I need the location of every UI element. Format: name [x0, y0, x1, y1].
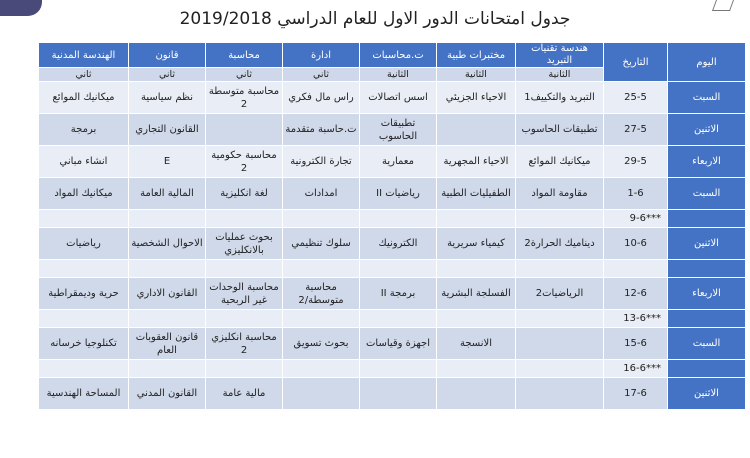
exam-subject-cell [129, 310, 206, 328]
day-cell: السبت [668, 178, 746, 210]
exam-subject-cell: اجهزة وقياسات [360, 328, 437, 360]
exam-subject-cell: بحوث عمليات بالانكليزي [206, 228, 283, 260]
exam-subject-cell [39, 310, 129, 328]
exam-subject-cell: سلوك تنظيمي [283, 228, 360, 260]
date-cell: 10-6 [604, 228, 668, 260]
exam-subject-cell [206, 114, 283, 146]
exam-subject-cell: القانون المدني [129, 378, 206, 410]
exam-subject-cell: اسس اتصالات [360, 82, 437, 114]
exam-subject-cell: ميكانيك الموائع [39, 82, 129, 114]
exam-subject-cell: محاسبة الوحدات غير الربحية [206, 278, 283, 310]
table-row [39, 114, 746, 146]
exam-subject-cell [283, 310, 360, 328]
exam-subject-cell: كيمياء سريرية [437, 228, 516, 260]
level-cell: الثانية [360, 68, 437, 82]
day-cell [668, 310, 746, 328]
day-cell: الاربعاء [668, 146, 746, 178]
day-cell: الاثنين [668, 228, 746, 260]
column-header-civil-engineering: الهندسة المدنية [39, 43, 129, 68]
spacer-row [39, 210, 746, 228]
exam-subject-cell [437, 378, 516, 410]
exam-subject-cell: تجارة الكترونية [283, 146, 360, 178]
date-cell: 13-6*** [604, 310, 668, 328]
date-cell: 29-5 [604, 146, 668, 178]
exam-subject-cell: الاحياء المجهرية [437, 146, 516, 178]
exam-subject-cell: راس مال فكري [283, 82, 360, 114]
table-row [39, 228, 746, 260]
exam-subject-cell [360, 310, 437, 328]
exam-subject-cell: محاسبة متوسطة 2 [206, 82, 283, 114]
date-cell: 9-6*** [604, 210, 668, 228]
table-row [39, 82, 746, 114]
exam-subject-cell [437, 210, 516, 228]
exam-subject-cell [516, 210, 604, 228]
exam-subject-cell [360, 360, 437, 378]
date-cell: 12-6 [604, 278, 668, 310]
day-cell: الاربعاء [668, 278, 746, 310]
exam-subject-cell [206, 210, 283, 228]
exam-subject-cell: رياضيات [39, 228, 129, 260]
date-cell: 27-5 [604, 114, 668, 146]
column-header-administration: ادارة [283, 43, 360, 68]
exam-subject-cell: برمجة II [360, 278, 437, 310]
date-cell: 16-6*** [604, 360, 668, 378]
level-cell: ثاني [283, 68, 360, 82]
exam-subject-cell [39, 260, 129, 278]
table-row [39, 328, 746, 360]
exam-subject-cell [129, 210, 206, 228]
column-header-law: قانون [129, 43, 206, 68]
exam-subject-cell: الانسجة [437, 328, 516, 360]
exam-subject-cell: تطبيقات الحاسوب [360, 114, 437, 146]
exam-subject-cell [360, 210, 437, 228]
exam-subject-cell [437, 114, 516, 146]
header-row [39, 43, 746, 68]
column-header-refrigeration [516, 43, 604, 68]
spacer-row [39, 260, 746, 278]
level-cell: الثانية [516, 68, 604, 82]
column-header-medical-labs: مختبرات طبية [437, 43, 516, 68]
exam-subject-cell: محاسبة متوسطة/2 [283, 278, 360, 310]
exam-subject-cell [283, 210, 360, 228]
exam-subject-cell: ميكانيك المواد [39, 178, 129, 210]
exam-subject-cell: تكنلوجيا خرسانه [39, 328, 129, 360]
day-cell: الاثنين [668, 114, 746, 146]
exam-subject-cell: الكترونيك [360, 228, 437, 260]
level-cell: ثاني [206, 68, 283, 82]
exam-subject-cell: الاحوال الشخصية [129, 228, 206, 260]
exam-subject-cell: ديناميك الحرارة2 [516, 228, 604, 260]
level-cell: الثانية [437, 68, 516, 82]
column-header-computer-tech: ت.محاسبات [360, 43, 437, 68]
day-cell: السبت [668, 328, 746, 360]
exam-subject-cell [206, 310, 283, 328]
date-cell [604, 260, 668, 278]
exam-subject-cell [360, 260, 437, 278]
exam-subject-cell: مقاومة المواد [516, 178, 604, 210]
exam-subject-cell [516, 260, 604, 278]
level-cell: ثاني [39, 68, 129, 82]
exam-subject-cell: انشاء مباني [39, 146, 129, 178]
exam-subject-cell: الفسلجة البشرية [437, 278, 516, 310]
column-header-day: اليوم [668, 43, 746, 82]
column-header-label: هندسة تقنيات التبريد [531, 43, 588, 66]
exam-subject-cell [516, 378, 604, 410]
exam-subject-cell: رياضيات II [360, 178, 437, 210]
date-cell: 15-6 [604, 328, 668, 360]
column-header-date: التاريخ [604, 43, 668, 82]
date-cell: 17-6 [604, 378, 668, 410]
exam-subject-cell: مالية عامة [206, 378, 283, 410]
exam-subject-cell [283, 260, 360, 278]
exam-subject-cell [206, 360, 283, 378]
exam-subject-cell: برمجة [39, 114, 129, 146]
exam-subject-cell: الطفيليات الطبية [437, 178, 516, 210]
exam-subject-cell: E [129, 146, 206, 178]
day-cell: السبت [668, 82, 746, 114]
table-row [39, 278, 746, 310]
exam-subject-cell: نظم سياسية [129, 82, 206, 114]
exam-subject-cell: الاحياء الجزيئي [437, 82, 516, 114]
day-cell [668, 210, 746, 228]
day-cell [668, 260, 746, 278]
exam-subject-cell: لغة انكليزية [206, 178, 283, 210]
exam-subject-cell: القانون الاداري [129, 278, 206, 310]
exam-subject-cell: الرياضيات2 [516, 278, 604, 310]
date-cell: 1-6 [604, 178, 668, 210]
exam-subject-cell: المساحة الهندسية [39, 378, 129, 410]
exam-subject-cell [516, 360, 604, 378]
exam-subject-cell [283, 378, 360, 410]
exam-subject-cell: حرية وديمقراطية [39, 278, 129, 310]
exam-schedule-table [38, 42, 746, 410]
exam-subject-cell: معمارية [360, 146, 437, 178]
exam-subject-cell: تطبيقات الحاسوب [516, 114, 604, 146]
exam-subject-cell [437, 360, 516, 378]
day-cell: الاثنين [668, 378, 746, 410]
exam-subject-cell [129, 260, 206, 278]
exam-subject-cell [283, 360, 360, 378]
exam-subject-cell [516, 310, 604, 328]
exam-subject-cell: ميكانيك الموائع [516, 146, 604, 178]
exam-subject-cell: محاسبة حكومية 2 [206, 146, 283, 178]
page-title: جدول امتحانات الدور الاول للعام الدراسي 2019/2018 [179, 9, 571, 29]
exam-subject-cell [39, 210, 129, 228]
exam-subject-cell: ت.حاسبة متقدمة [283, 114, 360, 146]
level-cell: ثاني [129, 68, 206, 82]
spacer-row [39, 310, 746, 328]
schedule-body [39, 82, 746, 410]
day-cell [668, 360, 746, 378]
exam-subject-cell: القانون التجاري [129, 114, 206, 146]
exam-subject-cell [437, 260, 516, 278]
table-row [39, 178, 746, 210]
exam-subject-cell [129, 360, 206, 378]
exam-subject-cell [39, 360, 129, 378]
date-cell: 25-5 [604, 82, 668, 114]
exam-subject-cell: بحوث تسويق [283, 328, 360, 360]
spacer-row [39, 360, 746, 378]
table-row [39, 378, 746, 410]
exam-subject-cell [206, 260, 283, 278]
column-header-accounting: محاسبة [206, 43, 283, 68]
exam-subject-cell [360, 378, 437, 410]
exam-subject-cell: محاسبة انكليزي 2 [206, 328, 283, 360]
exam-subject-cell: التبريد والتكييف1 [516, 82, 604, 114]
exam-subject-cell [516, 328, 604, 360]
exam-subject-cell: المالية العامة [129, 178, 206, 210]
table-row [39, 146, 746, 178]
exam-subject-cell: قانون العقوبات العام [129, 328, 206, 360]
exam-subject-cell: امدادات [283, 178, 360, 210]
exam-subject-cell [437, 310, 516, 328]
